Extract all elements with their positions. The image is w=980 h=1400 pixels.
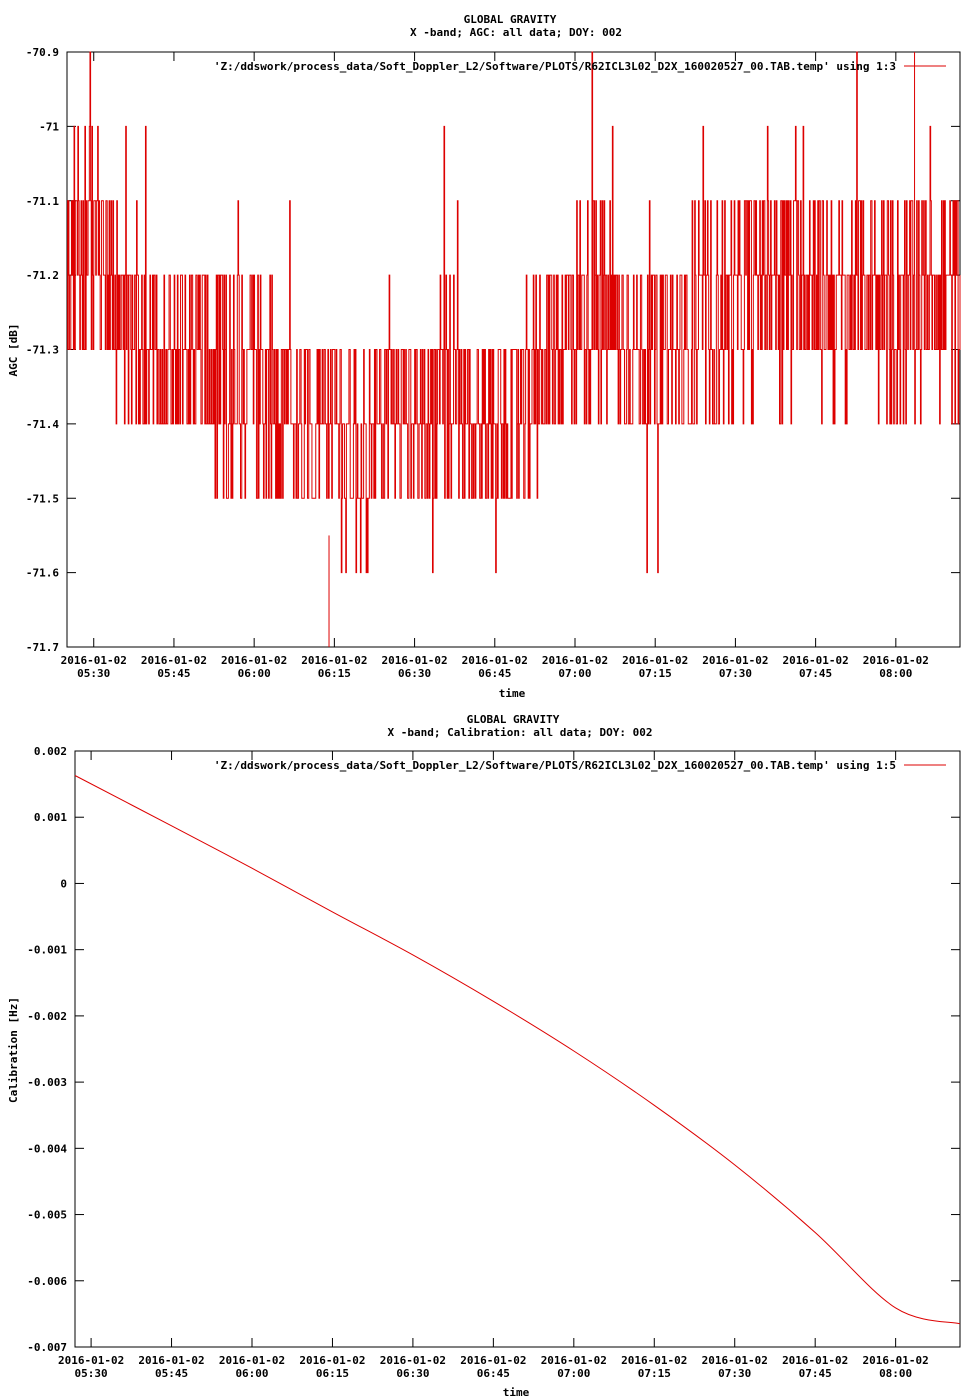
x-tick-time-label: 07:30 <box>718 1367 752 1380</box>
y-tick-label: 0.001 <box>33 811 67 825</box>
x-tick-time-label: 08:00 <box>879 1367 913 1380</box>
y-tick-label: -71.4 <box>25 417 59 431</box>
y-axis-label: Calibration [Hz] <box>7 997 20 1103</box>
x-tick-time-label: 07:15 <box>637 1367 671 1380</box>
x-tick-date-label: 2016-01-02 <box>782 654 849 667</box>
x-tick-time-label: 06:45 <box>478 667 512 680</box>
legend <box>214 60 946 73</box>
x-tick-date-label: 2016-01-02 <box>701 1354 768 1367</box>
legend <box>214 759 946 772</box>
y-tick-label: -0.005 <box>27 1208 67 1222</box>
x-tick-date-label: 2016-01-02 <box>461 654 528 667</box>
x-tick-time-label: 06:15 <box>317 667 351 680</box>
x-tick-date-label: 2016-01-02 <box>702 654 769 667</box>
calibration-chart <box>7 713 960 1399</box>
y-tick-label: -0.003 <box>27 1076 67 1090</box>
agc-chart <box>7 13 960 700</box>
x-tick-time-label: 05:30 <box>77 667 111 680</box>
x-tick-time-label: 06:15 <box>315 1367 350 1380</box>
chart-subtitle: X -band; Calibration: all data; DOY: 002 <box>387 726 653 739</box>
x-axis-label: time <box>502 1386 530 1399</box>
legend-entry-label: 'Z:/ddswork/process_data/Soft_Doppler_L2/Software/PLOTS/R62ICL3L02_D2X_160020527_00.TAB.temp' using 1:5 <box>213 759 896 772</box>
x-tick-time-label: 05:45 <box>154 1367 189 1380</box>
x-tick-time-label: 07:45 <box>798 1367 832 1380</box>
y-tick-label: 0.002 <box>33 745 67 758</box>
x-tick-date-label: 2016-01-02 <box>379 1354 447 1367</box>
x-tick-date-label: 2016-01-02 <box>782 1354 849 1367</box>
x-tick-time-label: 06:00 <box>235 1367 269 1380</box>
x-tick-time-label: 06:30 <box>396 1367 430 1380</box>
plot-frame <box>75 751 960 1347</box>
y-axis-label: AGC [dB] <box>7 323 20 377</box>
y-tick-label: -71.3 <box>25 343 59 357</box>
x-tick-time-label: 08:00 <box>879 667 913 680</box>
x-tick-date-label: 2016-01-02 <box>381 654 448 667</box>
x-tick-time-label: 07:30 <box>718 667 752 680</box>
y-tick-label: -0.004 <box>27 1142 67 1156</box>
x-tick-time-label: 05:30 <box>74 1367 108 1380</box>
x-tick-time-label: 07:15 <box>638 667 672 680</box>
chart-title: GLOBAL GRAVITY <box>463 13 557 26</box>
y-tick-label: -0.007 <box>27 1341 67 1354</box>
x-tick-date-label: 2016-01-02 <box>460 1354 527 1367</box>
chart-title: GLOBAL GRAVITY <box>466 713 560 726</box>
x-tick-time-label: 07:45 <box>799 667 833 680</box>
x-tick-date-label: 2016-01-02 <box>60 654 127 667</box>
x-tick-date-label: 2016-01-02 <box>299 1354 366 1367</box>
x-tick-date-label: 2016-01-02 <box>541 654 609 667</box>
x-tick-date-label: 2016-01-02 <box>622 654 689 667</box>
series-line <box>67 52 960 573</box>
y-tick-label: -71.5 <box>25 492 59 506</box>
x-tick-date-label: 2016-01-02 <box>57 1354 125 1367</box>
x-tick-date-label: 2016-01-02 <box>862 654 929 667</box>
y-tick-label: -0.002 <box>27 1009 67 1023</box>
y-tick-label: -71.1 <box>25 194 59 208</box>
x-tick-date-label: 2016-01-02 <box>862 1354 929 1367</box>
chart-subtitle: X -band; AGC: all data; DOY: 002 <box>410 26 622 39</box>
x-tick-date-label: 2016-01-02 <box>301 654 368 667</box>
x-tick-time-label: 06:45 <box>476 1367 510 1380</box>
y-tick-label: -70.9 <box>25 46 59 59</box>
y-tick-label: -71.6 <box>25 566 59 580</box>
y-tick-label: -0.001 <box>27 943 67 957</box>
x-tick-time-label: 06:00 <box>237 667 271 680</box>
x-tick-date-label: 2016-01-02 <box>218 1354 286 1367</box>
y-tick-label: -0.006 <box>27 1274 67 1288</box>
x-tick-date-label: 2016-01-02 <box>138 1354 205 1367</box>
x-tick-date-label: 2016-01-02 <box>540 1354 607 1367</box>
x-tick-date-label: 2016-01-02 <box>621 1354 688 1367</box>
plot-marks <box>67 52 960 647</box>
plot-marks <box>75 776 960 1324</box>
x-tick-time-label: 05:45 <box>157 667 191 680</box>
y-tick-label: 0 <box>60 877 67 891</box>
y-tick-label: -71 <box>39 120 59 134</box>
x-axis-label: time <box>498 687 526 700</box>
x-tick-date-label: 2016-01-02 <box>221 654 288 667</box>
x-tick-time-label: 07:00 <box>557 1367 591 1380</box>
x-tick-time-label: 06:30 <box>398 667 432 680</box>
legend-entry-label: 'Z:/ddswork/process_data/Soft_Doppler_L2/Software/PLOTS/R62ICL3L02_D2X_160020527_00.TAB.temp' using 1:3 <box>213 60 896 73</box>
axis-ticks <box>27 745 960 1380</box>
x-tick-time-label: 07:00 <box>558 667 592 680</box>
x-tick-date-label: 2016-01-02 <box>140 654 208 667</box>
y-tick-label: -71.2 <box>25 269 59 283</box>
series-line <box>75 776 960 1324</box>
y-tick-label: -71.7 <box>25 641 59 654</box>
